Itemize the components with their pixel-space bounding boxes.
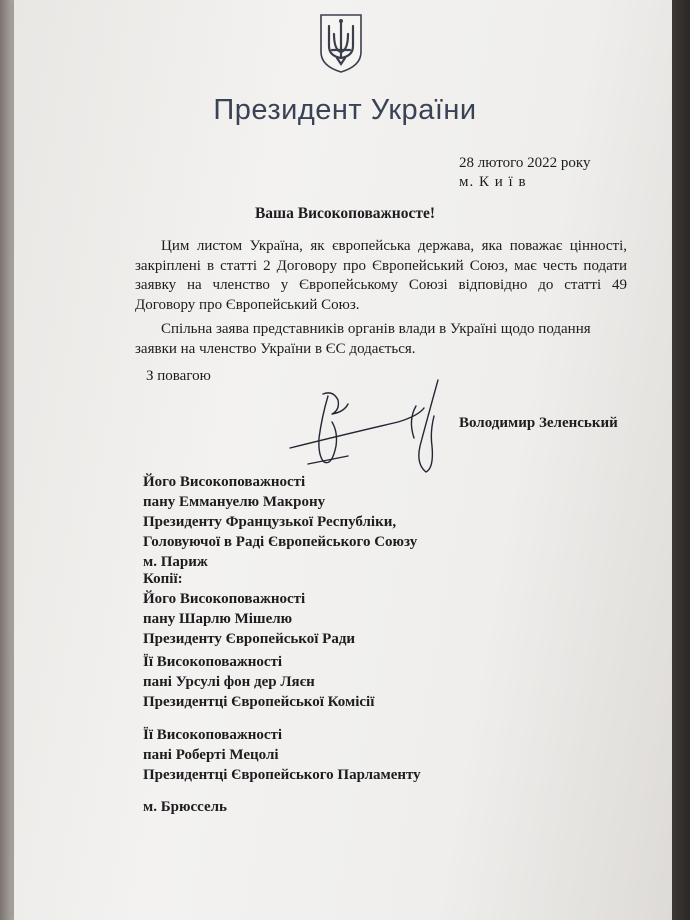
copy-line: пані Урсулі фон дер Ляєн [143,674,315,690]
copy-line: Її Високоповажності [143,654,283,670]
copy-line: пану Шарлю Мішелю [143,611,293,627]
signer-name: Володимир Зеленський [459,415,618,431]
closing-phrase: З повагою [146,368,211,384]
copies-label: Копії: [143,571,183,587]
copy-block-2 [143,652,583,712]
letter-date: 28 лютого 2022 року [459,155,591,171]
copy-line: пані Роберті Мецолі [143,747,279,763]
copy-line: Президентці Європейської Комісії [143,694,375,710]
copy-block-3 [143,725,583,785]
signature-image [288,376,448,481]
copy-line: Президентці Європейського Парламенту [143,767,421,783]
copy-line: Її Високоповажності [143,727,283,743]
president-title: Президент України [213,94,477,126]
recipient-line: пану Еммануелю Макрону [143,494,326,510]
recipient-line: Головуючої в Раді Європейського Союзу [143,534,418,550]
copies-city: м. Брюссель [143,799,227,815]
background-right-edge [672,0,690,920]
copy-line: Його Високоповажності [143,591,306,607]
trident-emblem-icon [318,12,364,74]
body-paragraph-1: Цим листом Україна, як європейська держава, яка поважає цінності, закріплені в статті 2 Договору про Європейський Союз, має честь подати заявку на членство у Європейському Союзі відповідно до статті 49 Договору про Європейський Союз. [135,238,627,313]
copy-line: Президенту Європейської Ради [143,631,356,647]
recipient-line: Президенту Французької Республіки, [143,514,397,530]
body-paragraph-2: Спільна заява представників органів влади в Україні щодо подання заявки на членство України в ЄС додається. [135,321,591,357]
letter-city: м. К и ї в [459,174,527,190]
recipient-block [143,472,583,572]
recipient-line: м. Париж [143,554,208,570]
recipient-line: Його Високоповажності [143,474,306,490]
salutation: Ваша Високоповажносте! [254,205,436,222]
copy-block-1 [143,569,583,649]
